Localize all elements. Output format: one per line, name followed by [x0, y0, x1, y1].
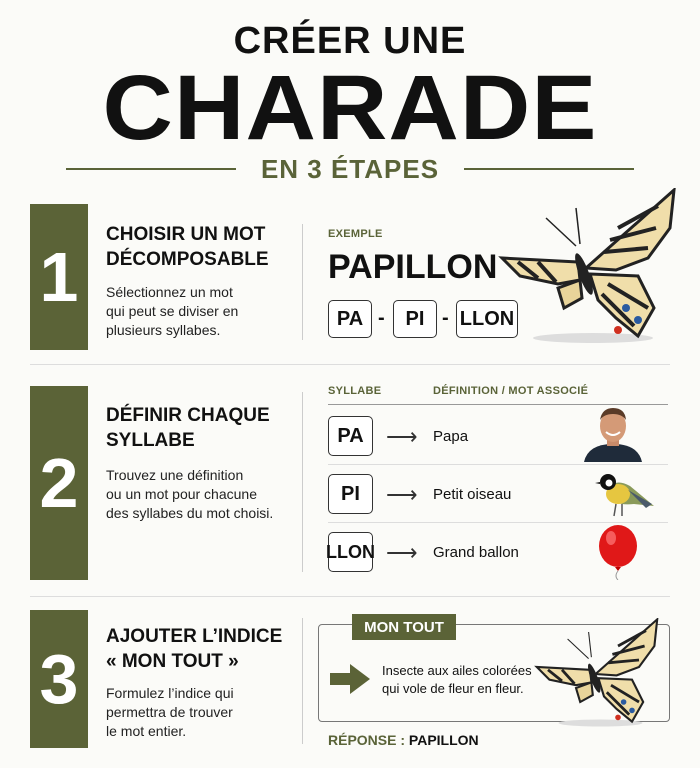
table-row-divider [328, 464, 668, 465]
step3-title-line2: « MON TOUT » [106, 651, 239, 672]
step2-divider [302, 392, 303, 572]
title-line2: CHARADE [102, 57, 598, 159]
step3-description [106, 684, 234, 741]
step3-desc-line2: permettra de trouver [106, 704, 233, 720]
arrow-icon: ⟶ [386, 540, 418, 565]
hint-line2: qui vole de fleur en fleur. [382, 681, 524, 696]
step1-desc-line1: Sélectionnez un mot [106, 284, 233, 300]
table-syllable-llon: LLON [328, 532, 373, 572]
man-face-icon [582, 404, 644, 462]
step1-number: 1 [30, 204, 88, 350]
step3-divider [302, 618, 303, 744]
answer-row [328, 732, 479, 748]
syllable-dash: - [378, 307, 385, 329]
definition-grand-ballon: Grand ballon [433, 544, 519, 561]
title-line1: CRÉER UNE [233, 20, 467, 62]
answer-label: RÉPONSE : [328, 732, 406, 748]
step2-desc-line1: Trouvez une définition [106, 467, 244, 483]
column-syllabe-header: SYLLABE [328, 385, 382, 397]
column-definition-header: DÉFINITION / MOT ASSOCIÉ [433, 385, 589, 397]
balloon-icon [596, 524, 640, 580]
step1-desc-line3: plusieurs syllabes. [106, 322, 221, 338]
hint-line1: Insecte aux ailes colorées [382, 663, 532, 678]
step1-description [106, 283, 238, 340]
syllable-box-llon: LLON [456, 300, 518, 338]
syllable-dash: - [442, 307, 449, 329]
syllable-box-pa: PA [328, 300, 372, 338]
section-divider [30, 596, 670, 597]
step1-title-line2: DÉCOMPOSABLE [106, 249, 269, 270]
step2-number: 2 [30, 386, 88, 580]
mon-tout-tag: MON TOUT [352, 614, 456, 640]
step1-divider [302, 224, 303, 340]
table-syllable-pi: PI [328, 474, 373, 514]
arrow-icon: ⟶ [386, 424, 418, 449]
step1-title-line1: CHOISIR UN MOT [106, 224, 266, 245]
example-word: PAPILLON [328, 248, 498, 286]
step3-desc-line1: Formulez l’indice qui [106, 685, 234, 701]
step3-number: 3 [30, 610, 88, 748]
syllable-box-pi: PI [393, 300, 437, 338]
step2-title-line2: SYLLABE [106, 430, 195, 451]
subtitle-row [0, 152, 700, 186]
section-divider [30, 364, 670, 365]
table-row-divider [328, 522, 668, 523]
definition-papa: Papa [433, 428, 469, 445]
definition-petit-oiseau: Petit oiseau [433, 486, 512, 503]
step2-desc-line2: ou un mot pour chacune [106, 486, 257, 502]
step3-desc-line3: le mot entier. [106, 723, 187, 739]
step1-desc-line2: qui peut se diviser en [106, 303, 239, 319]
arrow-icon: ⟶ [386, 482, 418, 507]
step2-title-line1: DÉFINIR CHAQUE [106, 405, 270, 426]
mon-tout-hint [382, 662, 532, 698]
step1-title [106, 222, 269, 272]
answer-value: PAPILLON [408, 732, 479, 748]
step3-title [106, 624, 282, 674]
butterfly-icon [498, 188, 678, 348]
step2-description [106, 466, 273, 523]
butterfly-icon [534, 618, 660, 730]
subtitle: EN 3 ÉTAPES [260, 154, 440, 184]
step2-title [106, 403, 270, 453]
table-syllable-pa: PA [328, 416, 373, 456]
arrow-right-icon [330, 664, 370, 694]
example-label: EXEMPLE [328, 228, 383, 240]
step3-title-line1: AJOUTER L’INDICE [106, 626, 283, 647]
bird-icon [594, 466, 660, 520]
step2-desc-line3: des syllabes du mot choisi. [106, 505, 274, 521]
